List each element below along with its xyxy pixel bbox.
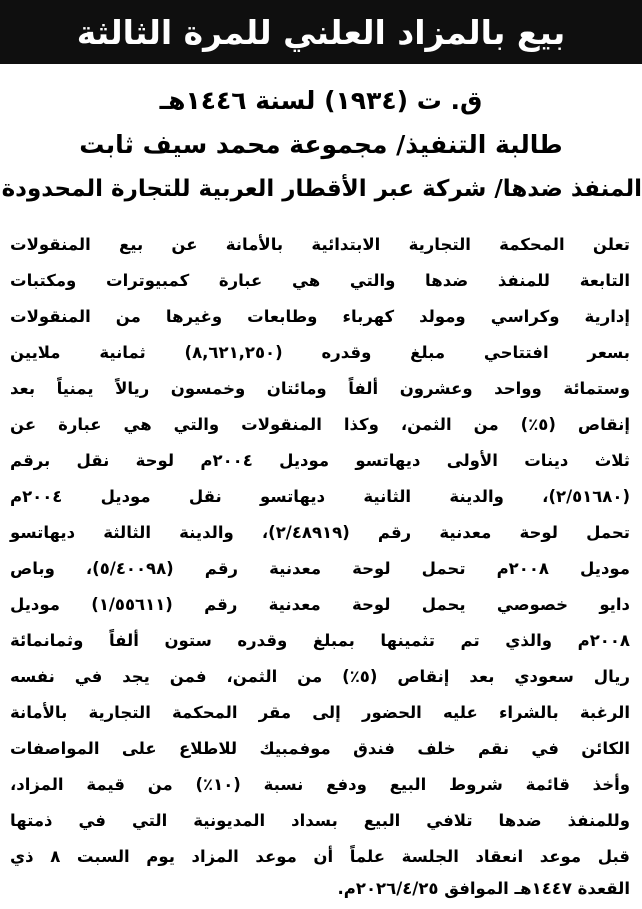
body-line: القعدة ١٤٤٧هـ الموافق ٢٠٢٦/٤/٢٥م. [337,879,630,898]
body-line: تحمل لوحة معدنية رقم (٢/٤٨٩١٩)، والدينة الثالثة ديهاتسو [10,523,631,542]
body-line: إنقاص (٥٪) من الثمن، وكذا المنقولات والتي هي عبارة عن [10,415,630,434]
body-line: ٢٠٠٨م والذي تم تثمينها بمبلغ وقدره ستون ألفاً وثمانمائة [10,631,630,650]
body-line: الرغبة بالشراء عليه الحضور إلى مقر المحكمة التجارية بالأمانة [10,703,630,722]
case-reference: ق. ت (١٩٣٤) لسنة ١٤٤٦هـ [159,86,483,115]
body-line: موديل ٢٠٠٨م تحمل لوحة معدنية رقم (٥/٤٠٠٩٨)، وباص [10,559,630,578]
body-line: دايو خصوصي يحمل لوحة معدنية رقم (١/٥٥٦١١) موديل [10,595,630,614]
defendant-line: المنفذ ضدها/ شركة عبر الأقطار العربية للتجارة المحدودة [1,176,642,202]
body-line: وستمائة وواحد وعشرون ألفاً ومائتان وخمسون ريالاً يمنياً بعد [10,379,630,398]
body-line: وأخذ قائمة شروط البيع ودفع نسبة (١٠٪) من قيمة المزاد، [10,775,630,794]
body-line: بسعر افتتاحي مبلغ وقدره (٨,٦٢١,٢٥٠) ثمانية ملايين [10,343,630,362]
body-line: الكائن في نقم خلف فندق موفمبيك للاطلاع على المواصفات [10,739,630,758]
claimant-line: طالبة التنفيذ/ مجموعة محمد سيف ثابت [79,130,563,159]
body-line: (٢/٥١٦٨٠)، والدينة الثانية ديهاتسو نقل موديل ٢٠٠٤م [10,487,630,506]
body-line: قبل موعد انعقاد الجلسة علماً أن موعد المزاد يوم السبت ٨ ذي [10,847,630,866]
body-line: تعلن المحكمة التجارية الابتدائية بالأمانة عن بيع المنقولات [10,235,630,254]
notice-title: بيع بالمزاد العلني للمرة الثالثة [0,0,642,64]
body-line: وللمنفذ ضدها تلافي البيع بسداد المديونية التي في ذمتها [10,811,630,830]
body-line: إدارية وكراسي ومولد كهرباء وطابعات وغيرها من المنقولات [10,307,630,326]
body-line: ثلاث دينات الأولى ديهاتسو موديل ٢٠٠٤م لوحة نقل برقم [10,451,630,470]
body-line: ريال سعودي بعد إنقاص (٥٪) من الثمن، فمن يجد في نفسه [10,667,630,686]
body-line: التابعة للمنفذ ضدها والتي هي عبارة كمبيوترات ومكتبات [10,271,630,290]
